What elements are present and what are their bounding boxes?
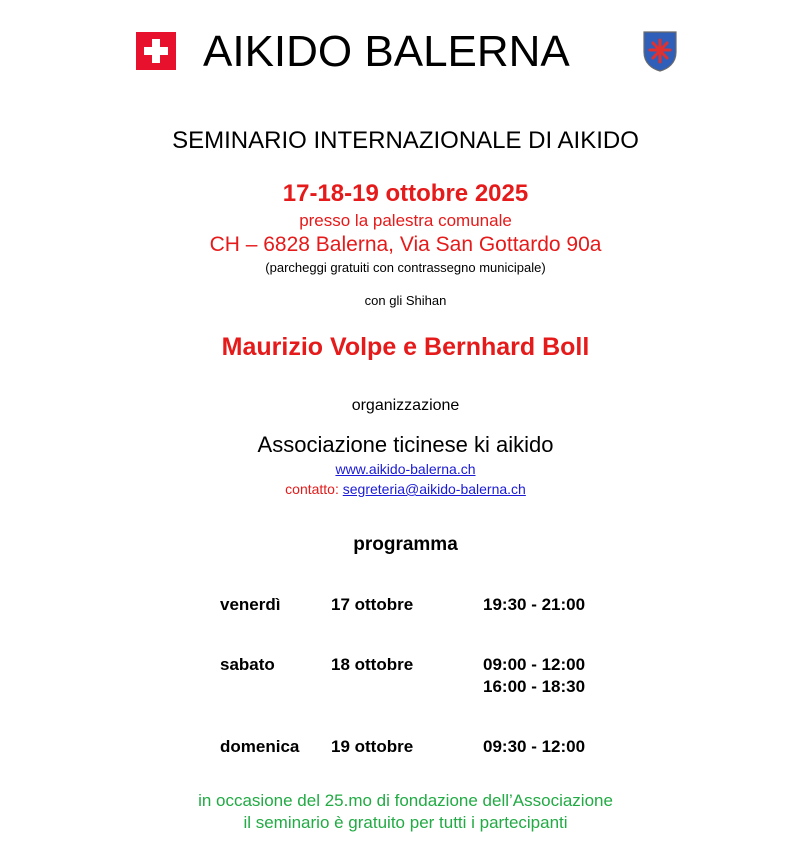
teachers-names: Maurizio Volpe e Bernhard Boll [221, 333, 590, 361]
schedule-time-saturday-afternoon: 16:00 - 18:30 [483, 677, 586, 696]
website-link[interactable]: www.aikido-balerna.ch [335, 461, 476, 477]
organization-label: organizzazione [351, 397, 460, 414]
schedule-time-sunday: 09:30 - 12:00 [483, 737, 586, 756]
venue-address: CH – 6828 Balerna, Via San Gottardo 90a [209, 233, 602, 256]
seminar-title: SEMINARIO INTERNAZIONALE DI AIKIDO [172, 127, 639, 154]
schedule-date-sunday: 19 ottobre [331, 737, 414, 756]
contact-line [0, 481, 811, 498]
balerna-coat-of-arms-icon [642, 30, 678, 72]
program-title: programma [353, 534, 458, 555]
association-name: Associazione ticinese ki aikido [257, 432, 554, 457]
contact-label: contatto: [285, 481, 339, 497]
schedule-time-saturday-morning: 09:00 - 12:00 [483, 655, 586, 674]
parking-note: (parcheggi gratuiti con contrassegno municipale) [265, 260, 546, 275]
swiss-flag-icon [136, 32, 176, 70]
seminar-dates: 17-18-19 ottobre 2025 [282, 180, 529, 207]
schedule-date-friday: 17 ottobre [331, 595, 414, 614]
contact-email-link[interactable]: segreteria@aikido-balerna.ch [342, 481, 526, 497]
schedule-time-friday: 19:30 - 21:00 [483, 595, 586, 614]
schedule-day-friday: venerdì [220, 595, 281, 614]
venue-text: presso la palestra comunale [299, 211, 512, 230]
anniversary-note: in occasione del 25.mo di fondazione dell’Associazione [198, 791, 613, 810]
schedule-day-sunday: domenica [220, 737, 300, 756]
schedule-date-saturday: 18 ottobre [331, 655, 414, 674]
page-title: AIKIDO BALERNA [203, 27, 570, 76]
schedule-day-saturday: sabato [220, 655, 275, 674]
shihan-intro: con gli Shihan [364, 293, 447, 308]
free-seminar-note: il seminario è gratuito per tutti i partecipanti [243, 813, 568, 832]
